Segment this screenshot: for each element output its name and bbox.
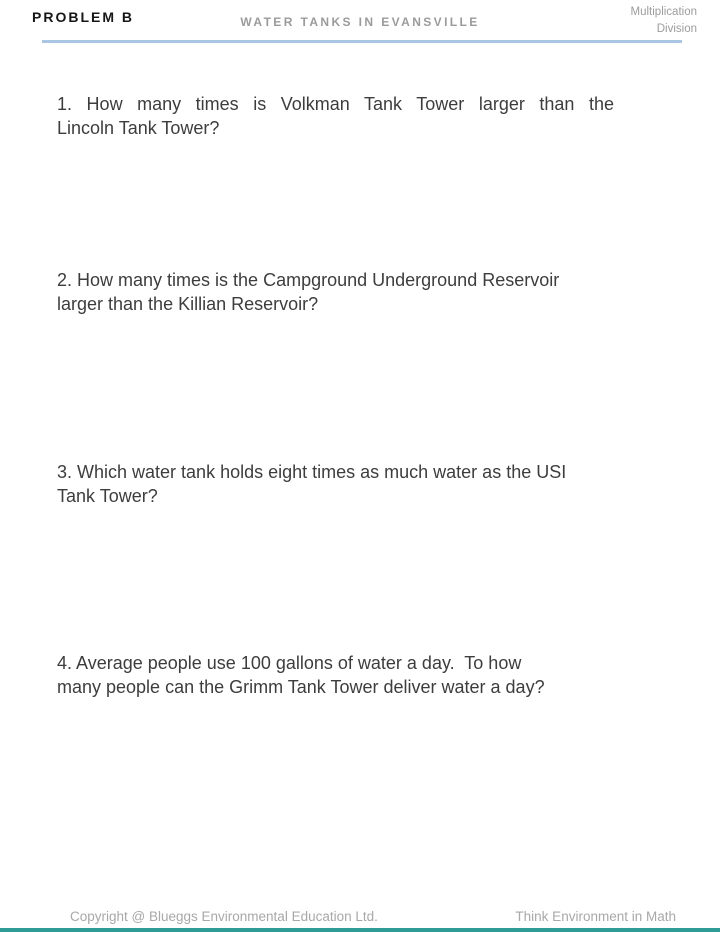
question-1-line-1: 1. How many times is Volkman Tank Tower larger than the bbox=[57, 94, 614, 114]
question-3-line-1: 3. Which water tank holds eight times as much water as the USI bbox=[57, 462, 567, 482]
question-1 bbox=[57, 92, 614, 140]
worksheet-title: WATER TANKS IN EVANSVILLE bbox=[240, 15, 480, 29]
question-4-line-2: many people can the Grimm Tank Tower deliver water a day? bbox=[57, 677, 545, 697]
question-2-line-2: larger than the Killian Reservoir? bbox=[57, 294, 319, 314]
footer-copyright: Copyright @ Blueggs Environmental Education Ltd. bbox=[70, 909, 378, 924]
topic-tags bbox=[631, 4, 697, 37]
question-4-line-1: 4. Average people use 100 gallons of water a day. To how bbox=[57, 653, 522, 673]
problem-label: PROBLEM B bbox=[32, 9, 134, 25]
question-3-line-2: Tank Tower? bbox=[57, 486, 158, 506]
header-rule bbox=[42, 40, 682, 43]
question-2 bbox=[57, 268, 614, 316]
topic-division: Division bbox=[656, 22, 697, 35]
footer-tagline: Think Environment in Math bbox=[515, 909, 676, 924]
question-4 bbox=[57, 651, 614, 699]
question-1-line-2: Lincoln Tank Tower? bbox=[57, 118, 220, 138]
topic-multiplication: Multiplication bbox=[630, 6, 697, 18]
bottom-bar bbox=[0, 928, 720, 932]
question-2-line-1: 2. How many times is the Campground Underground Reservoir bbox=[57, 270, 560, 290]
question-3 bbox=[57, 460, 614, 508]
